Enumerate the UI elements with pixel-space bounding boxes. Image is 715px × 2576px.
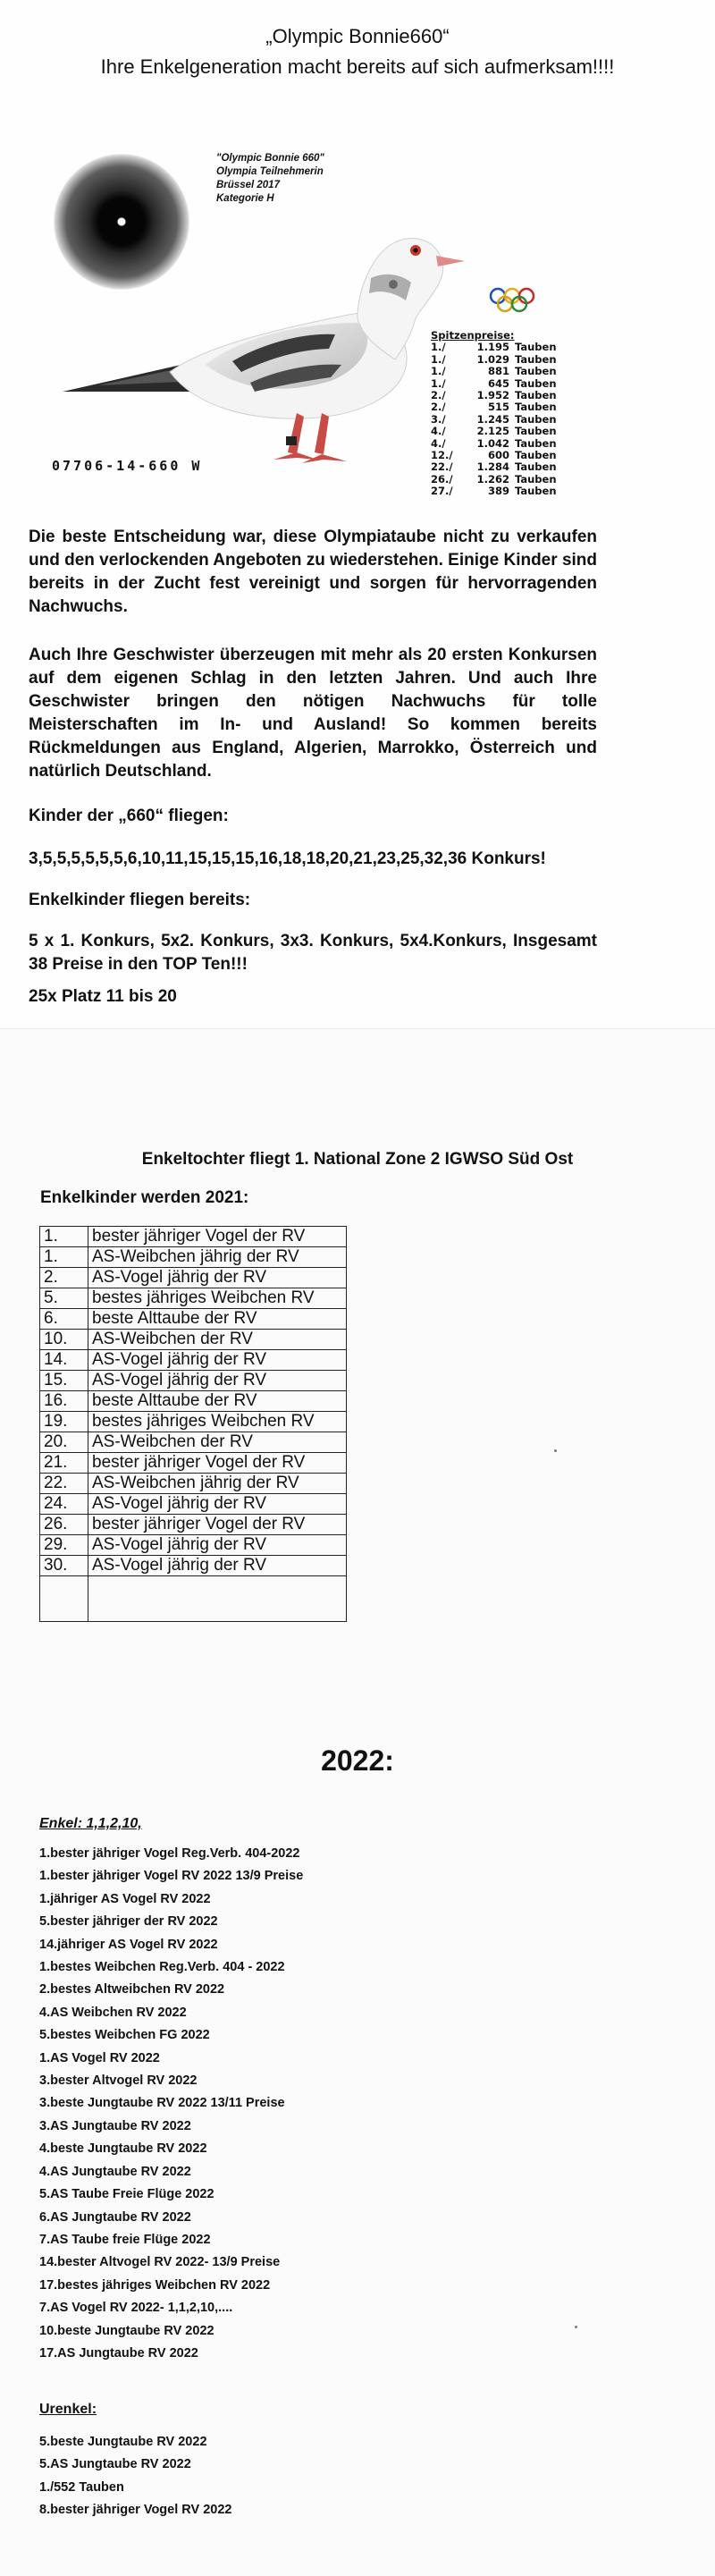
list-item: 5.bestes Weibchen FG 2022 <box>39 2028 210 2043</box>
list-item: 4.beste Jungtaube RV 2022 <box>39 2141 207 2157</box>
caption-line: "Olympic Bonnie 660" <box>216 153 324 164</box>
spitzenpreis-unit: Tauben <box>515 341 557 354</box>
spitzenpreis-rank: 1./ <box>431 365 446 378</box>
spitzenpreis-count: 1.284 <box>476 460 509 474</box>
spitzenpreis-row <box>431 474 557 486</box>
list-item: 1.AS Vogel RV 2022 <box>39 2050 160 2065</box>
spitzenpreis-unit: Tauben <box>515 425 557 438</box>
spitzenpreis-rank: 26./ <box>431 472 453 486</box>
award-cell: AS-Vogel jährig der RV <box>88 1371 347 1391</box>
spitzenpreis-count: 645 <box>487 376 509 390</box>
placement-cell: 6. <box>40 1309 88 1330</box>
spitzenpreis-rank: 12./ <box>431 449 453 462</box>
paragraph-decision: Die beste Entscheidung war, diese Olympiataube nicht zu verkaufen und den verlockenden Angeboten zu wiederstehen. Einige Kinder sind bereits in der Zucht fest vereinigt und sorgen für hervorragenden Nachwuchs. <box>29 528 597 616</box>
table-row <box>40 1535 347 1556</box>
table-row-empty <box>40 1576 347 1622</box>
spitzenpreis-rank: 2./ <box>431 389 446 402</box>
platz-line: 25x Platz 11 bis 20 <box>29 987 177 1006</box>
list-item: 5.bester jähriger der RV 2022 <box>39 1914 218 1930</box>
spitzenpreis-count: 389 <box>487 485 509 498</box>
spitzenpreis-rank: 4./ <box>431 436 446 450</box>
list-item: 2.bestes Altweibchen RV 2022 <box>39 1982 225 1997</box>
spitzenpreis-count: 1.042 <box>476 436 509 450</box>
spitzenpreis-count: 881 <box>487 365 509 378</box>
award-cell: beste Alttaube der RV <box>88 1391 347 1412</box>
spitzenpreis-row <box>431 450 557 461</box>
spitzenpreis-rank: 1./ <box>431 376 446 390</box>
list-item: 5.AS Taube Freie Flüge 2022 <box>39 2187 214 2202</box>
list-item: 17.AS Jungtaube RV 2022 <box>39 2345 198 2361</box>
spitzenpreise-list <box>431 330 557 498</box>
placement-cell: 30. <box>40 1556 88 1576</box>
placement-cell: 2. <box>40 1268 88 1288</box>
spitzenpreis-row <box>431 354 557 366</box>
spitzenpreis-rank: 1./ <box>431 352 446 366</box>
list-item: 1./552 Tauben <box>39 2479 124 2495</box>
list-item: 3.AS Jungtaube RV 2022 <box>39 2118 191 2133</box>
list-item: 6.AS Jungtaube RV 2022 <box>39 2209 191 2225</box>
table-row <box>40 1268 347 1288</box>
spitzenpreis-count: 2.125 <box>476 425 509 438</box>
enkel-2022-heading: Enkel: 1,1,2,10, <box>39 1816 142 1831</box>
list-item: 14.jähriger AS Vogel RV 2022 <box>39 1937 218 1952</box>
scan-speck <box>575 2326 577 2328</box>
table-row <box>40 1371 347 1391</box>
list-item: 17.bestes jähriges Weibchen RV 2022 <box>39 2277 271 2293</box>
table-row <box>40 1556 347 1576</box>
table-row <box>40 1474 347 1494</box>
table-row <box>40 1515 347 1535</box>
enkeltochter-heading: Enkeltochter fliegt 1. National Zone 2 IGWSO Süd Ost <box>141 1150 574 1169</box>
caption-line: Brüssel 2017 <box>216 180 280 190</box>
spitzenpreis-count: 1.262 <box>476 472 509 486</box>
enkel-heading: Enkelkinder fliegen bereits: <box>29 891 251 909</box>
year-2022-heading: 2022: <box>321 1744 394 1777</box>
empty-cell <box>40 1576 88 1622</box>
spitzenpreis-rank: 22./ <box>431 460 453 474</box>
placement-cell: 5. <box>40 1288 88 1309</box>
enkel-2022-list <box>39 1843 303 2365</box>
spitzenpreis-row <box>431 426 557 437</box>
spitzenpreis-rank: 1./ <box>431 341 446 354</box>
award-cell: bester jähriger Vogel der RV <box>88 1515 347 1535</box>
spitzenpreis-count: 1.195 <box>476 341 509 354</box>
spitzenpreis-count: 1.952 <box>476 389 509 402</box>
placement-cell: 14. <box>40 1350 88 1371</box>
award-cell: bestes jähriges Weibchen RV <box>88 1288 347 1309</box>
kinder-list: 3,5,5,5,5,5,5,6,10,11,15,15,15,16,18,18,20,21,23,25,32,36 Konkurs! <box>29 849 546 868</box>
spitzenpreis-count: 1.029 <box>476 352 509 366</box>
spitzenpreis-count: 1.245 <box>476 412 509 426</box>
empty-cell <box>88 1576 347 1622</box>
spitzenpreis-row <box>431 486 557 497</box>
list-item: 5.AS Jungtaube RV 2022 <box>39 2457 191 2472</box>
table-row <box>40 1391 347 1412</box>
placement-cell: 10. <box>40 1330 88 1350</box>
olympic-rings-logo <box>487 283 537 319</box>
list-item: 7.AS Taube freie Flüge 2022 <box>39 2232 211 2247</box>
spitzenpreis-unit: Tauben <box>515 472 557 486</box>
list-item: 3.beste Jungtaube RV 2022 13/11 Preise <box>39 2096 285 2111</box>
list-item: 1.bester jähriger Vogel Reg.Verb. 404-2022 <box>39 1846 300 1861</box>
list-item: 1.jähriger AS Vogel RV 2022 <box>39 1891 211 1906</box>
spitzenpreis-unit: Tauben <box>515 436 557 450</box>
pigeon-caption <box>216 152 324 206</box>
spitzenpreis-row <box>431 366 557 377</box>
table-row <box>40 1288 347 1309</box>
placement-cell: 1. <box>40 1247 88 1268</box>
list-item: 1.bestes Weibchen Reg.Verb. 404 - 2022 <box>39 1960 285 1975</box>
placement-cell: 24. <box>40 1494 88 1515</box>
table-row <box>40 1453 347 1474</box>
spitzenpreis-unit: Tauben <box>515 401 557 414</box>
page-title: „Olympic Bonnie660“ <box>265 25 450 47</box>
spitzenpreis-unit: Tauben <box>515 352 557 366</box>
award-cell: AS-Vogel jährig der RV <box>88 1535 347 1556</box>
spitzenpreis-unit: Tauben <box>515 376 557 390</box>
placement-cell: 21. <box>40 1453 88 1474</box>
paragraph-siblings: Auch Ihre Geschwister überzeugen mit mehr als 20 ersten Konkursen auf dem eigenen Schlag in den letzten Jahren. Und auch Ihre Geschwister bringen den nötigen Nachwuchs für tolle Meisterschaften im In- und Ausland! So kommen bereits Rückmeldungen aus England, Algerien, Marrokko, Österreich und natürlich Deutschland. <box>29 646 597 781</box>
list-item: 3.bester Altvogel RV 2022 <box>39 2073 198 2089</box>
page-subtitle: Ihre Enkelgeneration macht bereits auf sich aufmerksam!!!! <box>100 55 615 78</box>
list-item: 10.beste Jungtaube RV 2022 <box>39 2323 214 2338</box>
kinder-heading: Kinder der „660“ fliegen: <box>29 807 229 825</box>
spitzenpreis-unit: Tauben <box>515 449 557 462</box>
award-cell: bestes jähriges Weibchen RV <box>88 1412 347 1432</box>
table-row <box>40 1432 347 1453</box>
spitzenpreis-row <box>431 390 557 401</box>
spitzenpreis-row <box>431 401 557 413</box>
list-item: 5.beste Jungtaube RV 2022 <box>39 2435 207 2449</box>
award-cell: AS-Vogel jährig der RV <box>88 1268 347 1288</box>
placement-cell: 1. <box>40 1227 88 1247</box>
list-item: 14.bester Altvogel RV 2022- 13/9 Preise <box>39 2255 281 2270</box>
table-row <box>40 1309 347 1330</box>
award-cell: AS-Vogel jährig der RV <box>88 1350 347 1371</box>
award-cell: bester jähriger Vogel der RV <box>88 1227 347 1247</box>
spitzenpreis-rank: 4./ <box>431 425 446 438</box>
table-row <box>40 1330 347 1350</box>
table-row <box>40 1494 347 1515</box>
spitzenpreis-count: 600 <box>487 449 509 462</box>
award-cell: bester jähriger Vogel der RV <box>88 1453 347 1474</box>
ring-number: 07706-14-660 W <box>52 458 203 474</box>
award-cell: AS-Weibchen der RV <box>88 1432 347 1453</box>
scan-speck <box>554 1449 557 1452</box>
spitzenpreis-row <box>431 342 557 353</box>
list-item: 4.AS Weibchen RV 2022 <box>39 2005 187 2020</box>
award-cell: AS-Weibchen jährig der RV <box>88 1474 347 1494</box>
flyer-page-2 <box>0 1028 715 2576</box>
urenkel-list <box>39 2431 231 2522</box>
award-cell: AS-Weibchen der RV <box>88 1330 347 1350</box>
spitzenpreis-rank: 3./ <box>431 412 446 426</box>
spitzenpreis-row <box>431 378 557 390</box>
list-item: 7.AS Vogel RV 2022- 1,1,2,10,.... <box>39 2301 233 2316</box>
table-row <box>40 1227 347 1247</box>
placement-cell: 15. <box>40 1371 88 1391</box>
table-row <box>40 1350 347 1371</box>
award-cell: AS-Vogel jährig der RV <box>88 1494 347 1515</box>
enkel-results: 5 x 1. Konkurs, 5x2. Konkurs, 3x3. Konkurs, 5x4.Konkurs, Insgesamt 38 Preise in den TOP Ten!!! <box>29 932 597 974</box>
placement-cell: 19. <box>40 1412 88 1432</box>
enkelkinder-2021-heading: Enkelkinder werden 2021: <box>40 1188 249 1207</box>
flyer-page-1 <box>0 0 715 1028</box>
placement-cell: 26. <box>40 1515 88 1535</box>
award-cell: AS-Vogel jährig der RV <box>88 1556 347 1576</box>
spitzenpreis-unit: Tauben <box>515 389 557 402</box>
table-row <box>40 1247 347 1268</box>
award-cell: AS-Weibchen jährig der RV <box>88 1247 347 1268</box>
spitzenpreis-count: 515 <box>487 401 509 414</box>
spitzenpreis-unit: Tauben <box>515 485 557 498</box>
spitzenpreise-heading: Spitzenpreise: <box>431 329 515 342</box>
caption-line: Kategorie H <box>216 193 274 204</box>
list-item: 4.AS Jungtaube RV 2022 <box>39 2164 191 2179</box>
award-cell: beste Alttaube der RV <box>88 1309 347 1330</box>
placement-cell: 29. <box>40 1535 88 1556</box>
list-item: 1.bester jähriger Vogel RV 2022 13/9 Preise <box>39 1869 304 1884</box>
urenkel-heading: Urenkel: <box>39 2402 97 2417</box>
placement-cell: 22. <box>40 1474 88 1494</box>
spitzenpreis-unit: Tauben <box>515 365 557 378</box>
pigeon-photo <box>63 157 483 488</box>
spitzenpreis-unit: Tauben <box>515 412 557 426</box>
placement-cell: 16. <box>40 1391 88 1412</box>
spitzenpreis-rank: 2./ <box>431 401 446 414</box>
list-item: 8.bester jähriger Vogel RV 2022 <box>39 2503 232 2518</box>
placement-cell: 20. <box>40 1432 88 1453</box>
spitzenpreis-row <box>431 414 557 426</box>
spitzenpreis-row <box>431 438 557 450</box>
results-2021-table <box>39 1226 347 1622</box>
caption-line: Olympia Teilnehmerin <box>216 166 324 177</box>
table-row <box>40 1412 347 1432</box>
spitzenpreis-unit: Tauben <box>515 460 557 474</box>
spitzenpreis-rank: 27./ <box>431 485 453 498</box>
spitzenpreis-row <box>431 461 557 473</box>
